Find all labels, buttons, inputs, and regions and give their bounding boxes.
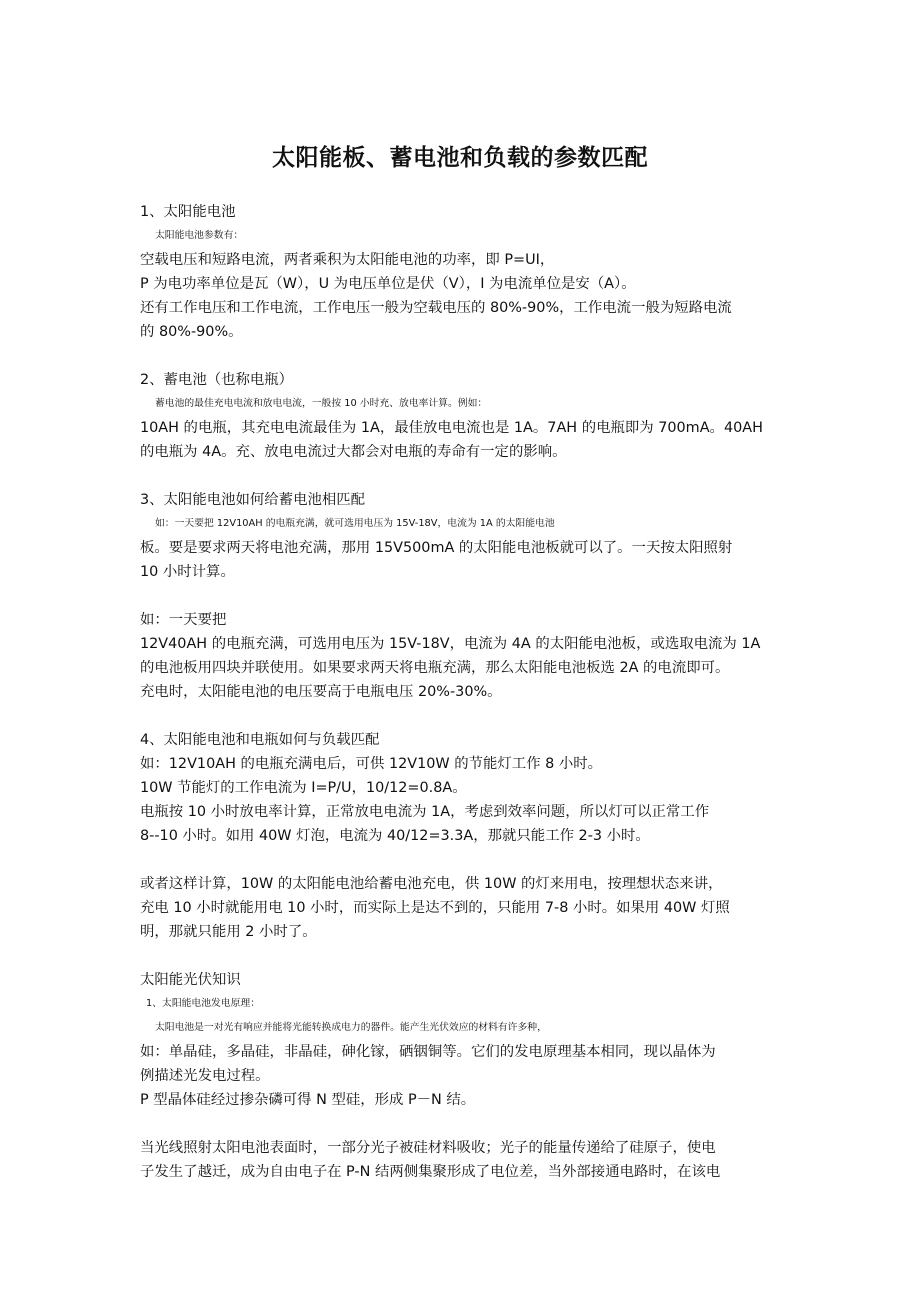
section-heading-2: 2、蓄电池（也称电瓶） — [140, 372, 294, 388]
paragraph-line: 例描述光发电过程。 — [140, 1068, 270, 1084]
paragraph-line: 如：一天要把 12V10AH 的电瓶充满，就可选用电压为 15V-18V，电流为 1A 的太阳能电池 — [155, 518, 555, 529]
paragraph-line: 太阳能电池参数有： — [155, 230, 244, 241]
section-heading-4: 4、太阳能电池和电瓶如何与负载匹配 — [140, 732, 380, 748]
paragraph-line: 8--10 小时。如用 40W 灯泡，电流为 40/12=3.3A，那就只能工作 2-3 小时。 — [140, 828, 650, 844]
paragraph-line: 还有工作电压和工作电流，工作电压一般为空载电压的 80%-90%，工作电流一般为短路电流 — [140, 300, 732, 316]
paragraph-line: 10AH 的电瓶，其充电电流最佳为 1A，最佳放电电流也是 1A。7AH 的电瓶即为 700mA。40AH — [140, 420, 763, 436]
paragraph-line: 充电 10 小时就能用电 10 小时，而实际上是达不到的，只能用 7-8 小时。如果用 40W 灯照 — [140, 900, 730, 916]
paragraph-line: 明，那就只能用 2 小时了。 — [140, 924, 317, 940]
paragraph-line: 太阳电池是一对光有响应并能将光能转换成电力的器件。能产生光伏效应的材料有许多种， — [155, 1022, 547, 1033]
paragraph-line: P 为电功率单位是瓦（W），U 为电压单位是伏（V），I 为电流单位是安（A）。 — [140, 276, 636, 292]
paragraph-line: 10W 节能灯的工作电流为 I=P/U，10/12=0.8A。 — [140, 780, 467, 796]
paragraph-line: 板。要是要求两天将电池充满，那用 15V500mA 的太阳能电池板就可以了。一天按太阳照射 — [140, 540, 733, 556]
paragraph-line: 的电瓶为 4A。充、放电电流过大都会对电瓶的寿命有一定的影响。 — [140, 444, 567, 460]
paragraph-line: 子发生了越迁，成为自由电子在 P-N 结两侧集聚形成了电位差，当外部接通电路时，在该电 — [140, 1164, 721, 1180]
paragraph-line: P 型晶体硅经过掺杂磷可得 N 型硅，形成 P－N 结。 — [140, 1092, 476, 1108]
paragraph-line: 10 小时计算。 — [140, 564, 235, 580]
paragraph-line: 充电时，太阳能电池的电压要高于电瓶电压 20%-30%。 — [140, 684, 502, 700]
paragraph-line: 如：单晶硅，多晶硅，非晶硅，砷化镓，硒铟铜等。它们的发电原理基本相同，现以晶体为 — [140, 1044, 716, 1060]
document-title: 太阳能板、蓄电池和负载的参数匹配 — [272, 145, 648, 171]
paragraph-line: 电瓶按 10 小时放电率计算，正常放电电流为 1A，考虑到效率问题，所以灯可以正常工作 — [140, 804, 710, 820]
paragraph-line: 的电池板用四块并联使用。如果要求两天将电瓶充满，那么太阳能电池板选 2A 的电流即可。 — [140, 660, 730, 676]
section-heading-1: 1、太阳能电池 — [140, 204, 236, 220]
paragraph-line: 的 80%-90%。 — [140, 324, 243, 340]
paragraph-line: 如：12V10AH 的电瓶充满电后，可供 12V10W 的节能灯工作 8 小时。 — [140, 756, 603, 772]
section-heading-pv: 太阳能光伏知识 — [140, 972, 241, 988]
paragraph-line: 蓄电池的最佳充电电流和放电电流，一般按 10 小时充、放电率计算。例如： — [155, 398, 488, 409]
paragraph-line: 如：一天要把 — [140, 612, 227, 628]
paragraph-line: 或者这样计算，10W 的太阳能电池给蓄电池充电，供 10W 的灯来用电，按理想状态来讲， — [140, 876, 723, 892]
paragraph-line: 12V40AH 的电瓶充满，可选用电压为 15V-18V，电流为 4A 的太阳能电池板，或选取电流为 1A — [140, 636, 761, 652]
section-heading-3: 3、太阳能电池如何给蓄电池相匹配 — [140, 492, 366, 508]
paragraph-line: 当光线照射太阳电池表面时，一部分光子被硅材料吸收；光子的能量传递给了硅原子，使电 — [140, 1140, 716, 1156]
paragraph-line: 空载电压和短路电流，两者乘积为太阳能电池的功率，即 P=UI， — [140, 252, 555, 268]
subsection-heading-1: 1、太阳能电池发电原理： — [146, 998, 260, 1009]
